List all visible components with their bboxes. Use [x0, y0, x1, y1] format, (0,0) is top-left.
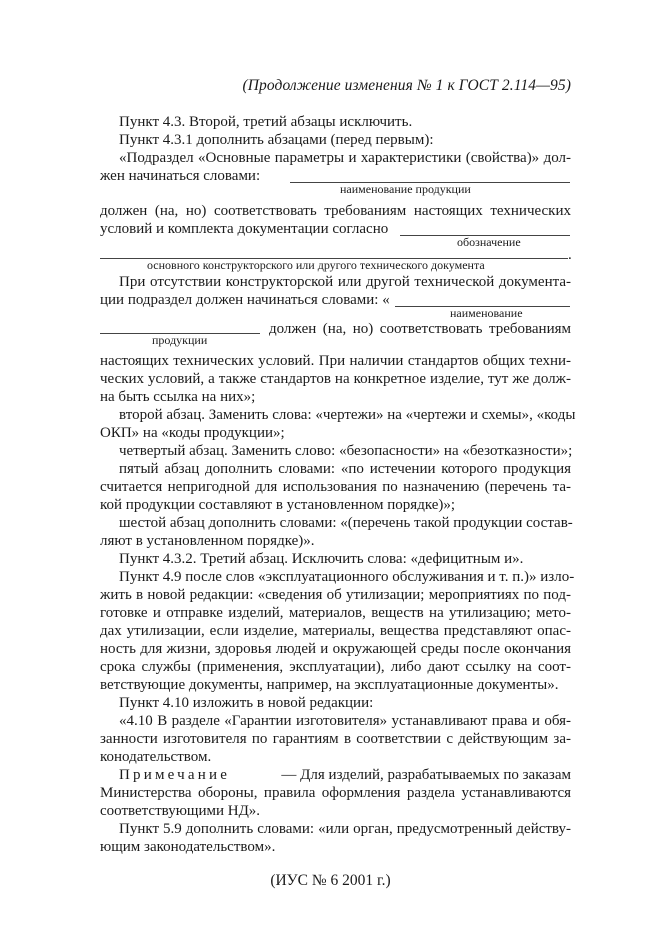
paragraph-4-9-7: ветствующие документы, например, на эксплуатационные документы».: [100, 677, 559, 693]
paragraph-4-9-2: жить в новой редакции: «сведения об утилизации; мероприятиях по под-: [100, 587, 571, 603]
paragraph-fifth-2: считается непригодной для использования по назначению (перечень та-: [100, 479, 571, 495]
paragraph-4-3: Пункт 4.3. Второй, третий абзацы исключить.: [119, 114, 413, 130]
caption-product-name: наименование продукции: [340, 182, 471, 196]
continuation-header: (Продолжение изменения № 1 к ГОСТ 2.114—95): [242, 77, 571, 94]
paragraph-fourth: четвертый абзац. Заменить слово: «безопасности» на «безотказности»;: [119, 443, 573, 459]
paragraph-4-9-5: ность для жизни, здоровья людей и окружающей среды после окончания: [100, 641, 571, 657]
caption-designation: обозначение: [457, 235, 521, 249]
note-label: Примечание: [119, 767, 231, 783]
quote-line-1: «Подраздел «Основные параметры и характеристики (свойства)» дол-: [119, 150, 571, 166]
note-text: — Для изделий, разрабатываемых по заказам: [281, 767, 571, 783]
paragraph-guarantee-2: занности изготовителя по гарантиям в соответствии с действующим за-: [100, 731, 571, 747]
paragraph-4-3-1: Пункт 4.3.1 дополнить абзацами (перед первым):: [119, 132, 434, 148]
paragraph-5-9-2: ющим законодательством».: [100, 839, 276, 855]
paragraph-4-3-2: Пункт 4.3.2. Третий абзац. Исключить слова: «дефицитным и».: [119, 551, 524, 567]
paragraph-4-10: Пункт 4.10 изложить в новой редакции:: [119, 695, 374, 711]
quote-line-3: должен (на, но) соответствовать требованиям настоящих технических: [100, 203, 571, 219]
quote-line-4: условий и комплекта документации согласно: [100, 221, 389, 237]
paragraph-no-docs-4: настоящих технических условий. При наличии стандартов общих техни-: [100, 353, 571, 369]
paragraph-fifth-3: кой продукции составляют в установленном порядке)»;: [100, 497, 456, 513]
paragraph-fifth-1: пятый абзац дополнить словами: «по истечении которого продукция: [119, 461, 571, 477]
paragraph-second-1: второй абзац. Заменить слова: «чертежи» на «чертежи и схемы», «коды: [119, 407, 576, 423]
caption-document: основного конструкторского или другого технического документа: [147, 258, 485, 272]
paragraph-guarantee-3: конодательством.: [100, 749, 212, 765]
note-line-1: [119, 766, 571, 784]
paragraph-4-9-3: готовке и отправке изделий, материалов, веществ на утилизацию; мето-: [100, 605, 571, 621]
paragraph-sixth-1: шестой абзац дополнить словами: «(перечень такой продукции состав-: [119, 515, 573, 531]
paragraph-no-docs-2: ции подраздел должен начинаться словами: «: [100, 292, 390, 308]
paragraph-guarantee-1: «4.10 В разделе «Гарантии изготовителя» устанавливают права и обя-: [119, 713, 571, 729]
paragraph-second-2: ОКП» на «коды продукции»;: [100, 425, 285, 441]
paragraph-4-9-6: срока службы (применения, эксплуатации), либо дают ссылку на соот-: [100, 659, 571, 675]
paragraph-no-docs-5: ческих условий, а также стандартов на конкретное изделие, тут же долж-: [100, 371, 571, 387]
paragraph-5-9-1: Пункт 5.9 дополнить словами: «или орган, предусмотренный действу-: [119, 821, 571, 837]
caption-product: продукции: [152, 333, 208, 347]
paragraph-no-docs-3: должен (на, но) соответствовать требованиям: [269, 321, 571, 337]
source-footer: (ИУС № 6 2001 г.): [270, 872, 391, 889]
paragraph-4-9-4: дах утилизации, если изделие, материалы, вещества представляют опас-: [100, 623, 571, 639]
paragraph-4-9-1: Пункт 4.9 после слов «эксплуатационного обслуживания и т. п.)» изло-: [119, 569, 575, 585]
paragraph-sixth-2: ляют в установленном порядке)».: [100, 533, 315, 549]
paragraph-no-docs-6: на быть ссылка на них»;: [100, 389, 256, 405]
caption-name: наименование: [450, 306, 523, 320]
period-mark: .: [568, 247, 572, 263]
note-line-2: Министерства обороны, правила оформления раздела устанавливаются: [100, 785, 571, 801]
note-line-3: соответствующими НД».: [100, 803, 261, 819]
paragraph-no-docs-1: При отсутствии конструкторской или другой технической документа-: [119, 274, 571, 290]
quote-line-2: жен начинаться словами:: [100, 168, 261, 184]
